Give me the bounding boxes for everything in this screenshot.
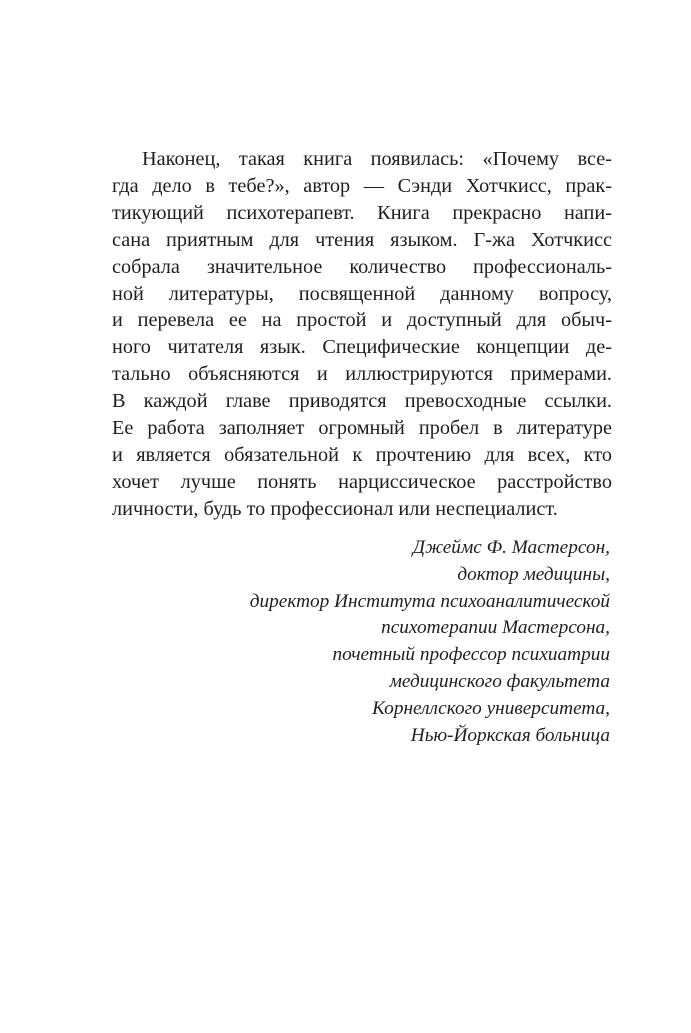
paragraph-line: собрала значительное количество профессиональ- (112, 255, 612, 278)
paragraph-line: хочет лучше понять нарциссическое расстройство (112, 470, 612, 493)
author-affiliation-line: Корнеллского университета, (372, 697, 610, 719)
paragraph-line: тикующий психотерапевт. Книга прекрасно напи- (112, 201, 612, 224)
author-title-line: психотерапии Мастерсона, (381, 617, 610, 639)
paragraph-line: Ее работа заполняет огромный пробел в литературе (112, 417, 612, 440)
paragraph-line: гда дело в тебе?», автор — Сэнди Хотчкисс, прак- (112, 174, 612, 197)
review-attribution (130, 535, 610, 749)
paragraph-line: тально объясняются и иллюстрируются примерами. (112, 363, 612, 386)
paragraph-line: и перевела ее на простой и доступный для обыч- (112, 309, 612, 332)
author-title-line: медицинского факультета (389, 670, 610, 692)
review-paragraph (112, 146, 612, 523)
author-affiliation-line: Нью-Йоркская больница (410, 724, 610, 746)
paragraph-line: и является обязательной к прочтению для всех, кто (112, 443, 612, 466)
author-title-line: почетный профессор психиатрии (332, 644, 610, 666)
paragraph-line: ной литературы, посвященной данному вопросу, (112, 282, 612, 305)
paragraph-line: ного читателя язык. Специфические концепции де- (112, 336, 612, 359)
paragraph-line: Наконец, такая книга появилась: «Почему все- (142, 148, 612, 170)
author-degree: доктор медицины, (457, 563, 610, 585)
paragraph-line: личности, будь то профессионал или неспециалист. (112, 497, 558, 520)
paragraph-line: сана приятным для чтения языком. Г-жа Хотчкисс (112, 228, 612, 251)
author-title-line: директор Института психоаналитической (249, 590, 610, 612)
paragraph-line: В каждой главе приводятся превосходные ссылки. (112, 390, 612, 413)
author-name: Джеймс Ф. Мастерсон, (412, 537, 610, 558)
